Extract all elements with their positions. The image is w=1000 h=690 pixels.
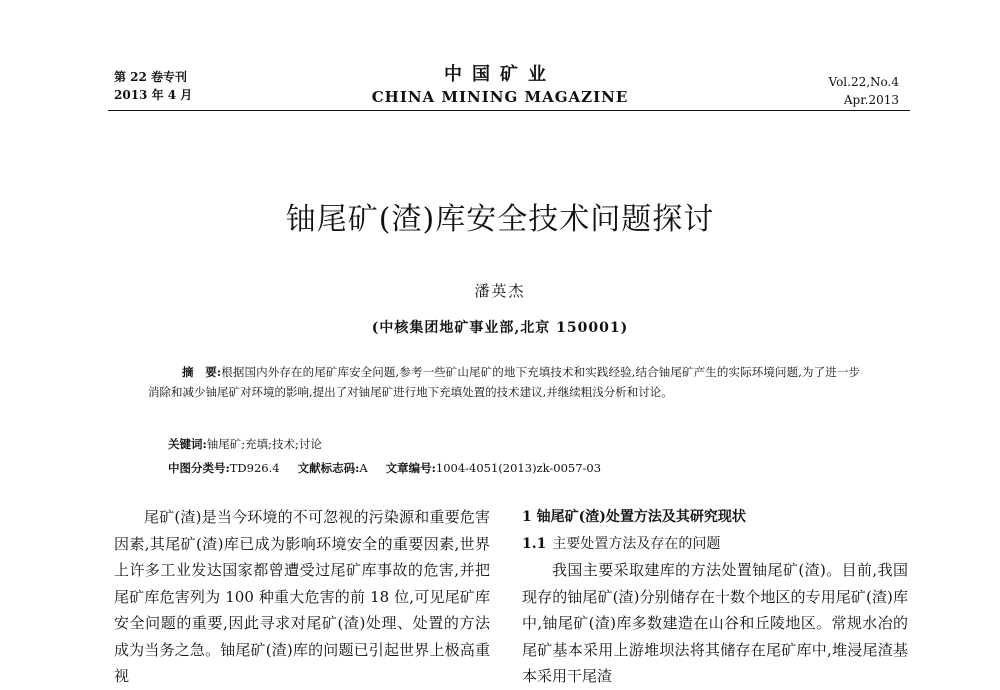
journal-name-en: CHINA MINING MAGAZINE — [371, 88, 629, 106]
clc-value: TD926.4 — [229, 461, 280, 475]
body-left-column: 尾矿(渣)是当今环境的不可忽视的污染源和重要危害因素,其尾矿(渣)库已成为影响环境安全的重要因素,世界上许多工业发达国家都曾遭受过尾矿库事故的危害,并把尾矿库危害列为 100 种重大危害的前 18 位,可见尾矿库安全问题的重要,因此寻求对尾矿(渣)处理、处置的方法成为当务之急。铀尾矿(渣)库的问题已引起世界上极高重视 — [114, 508, 490, 685]
article-title: 铀尾矿(渣)库安全技术问题探讨 — [285, 202, 715, 237]
issue-info-en — [829, 73, 900, 109]
section-1-1-heading — [522, 531, 908, 558]
author-name: 潘英杰 — [474, 282, 526, 300]
keywords-label: 关键词: — [168, 437, 207, 451]
abstract — [148, 362, 860, 402]
section-1-heading: 1 铀尾矿(渣)处置方法及其研究现状 — [522, 509, 746, 525]
classification-line — [168, 460, 601, 476]
article-number-value: 1004-4051(2013)zk-0057-03 — [435, 461, 602, 475]
abstract-label: 摘 要: — [182, 365, 222, 379]
body-right-paragraph: 我国主要采取建库的方法处置铀尾矿(渣)。目前,我国现存的铀尾矿(渣)分别储存在十数个地区的专用尾矿(渣)库中,铀尾矿(渣)库多数建造在山谷和丘陵地区。常规水冶的尾矿基本采用上游堆坝法将其储存在尾矿库中,堆浸尾渣基本采用干尾渣 — [522, 561, 908, 685]
issue-volume: 第 22 卷专刊 — [114, 70, 188, 84]
keywords — [168, 436, 322, 452]
issue-month: Apr.2013 — [843, 93, 899, 107]
article-number-label: 文章编号: — [385, 461, 436, 475]
volume-number: Vol.22,No.4 — [828, 75, 899, 89]
abstract-text: 根据国内外存在的尾矿库安全问题,参考一些矿山尾矿的地下充填技术和实践经验,结合铀尾矿产生的实际环境问题,为了进一步消除和减少铀尾矿对环境的影响,提出了对铀尾矿进行地下充填处置的技术建议,并继续粗浅分析和讨论。 — [148, 365, 860, 399]
header-divider — [108, 110, 910, 111]
issue-date: 2013 年 4 月 — [114, 88, 193, 102]
doc-code-label: 文献标志码: — [297, 461, 360, 475]
section-1-1-number: 1.1 — [522, 535, 547, 552]
clc-label: 中图分类号: — [168, 461, 230, 475]
body-right-column — [522, 504, 908, 690]
journal-name-cn: 中国矿业 — [444, 64, 556, 85]
author-affiliation: (中核集团地矿事业部,北京 150001) — [371, 320, 629, 336]
keywords-text: 铀尾矿;充填;技术;讨论 — [206, 437, 322, 451]
doc-code-value: A — [359, 461, 368, 475]
section-1-1-title: 主要处置方法及存在的问题 — [552, 535, 721, 552]
